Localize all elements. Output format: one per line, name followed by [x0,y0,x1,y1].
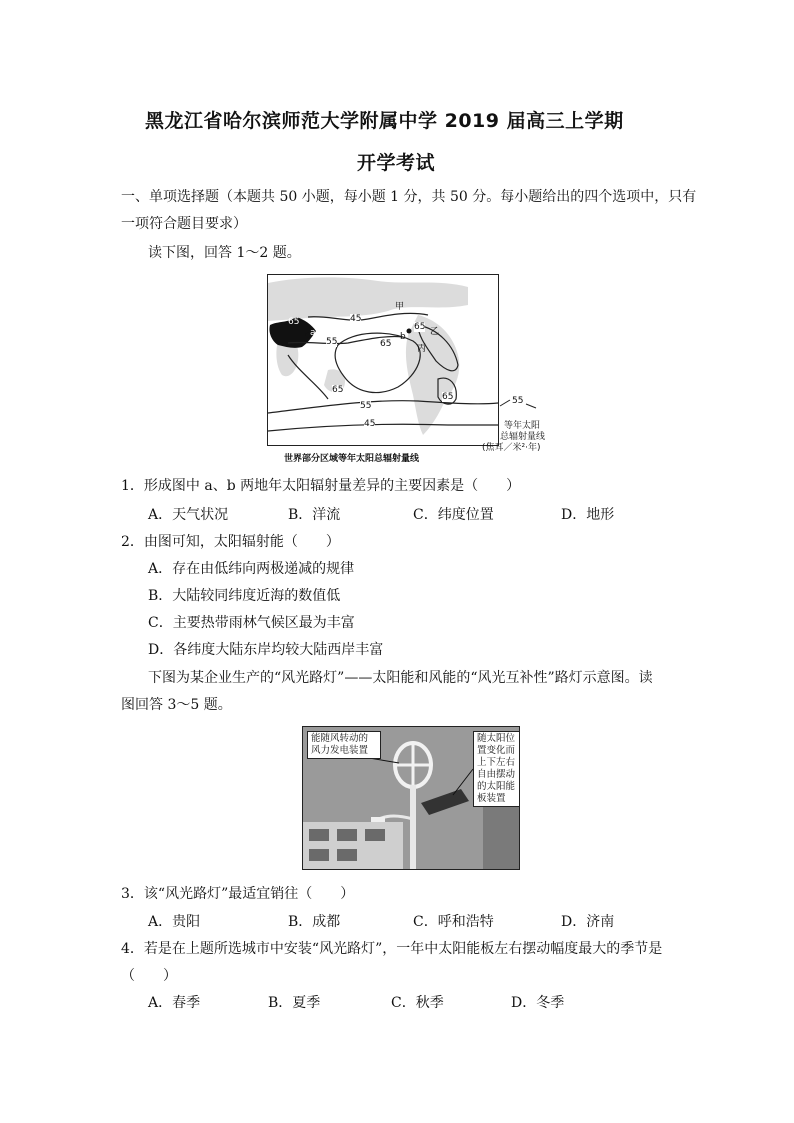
contour-label: 65 [288,317,300,327]
callout-wind-generator: 能随风转动的风力发电装置 [307,731,381,759]
contour-label: 45 [350,314,362,324]
question-1-option-a: A．天气状况 [148,507,229,523]
place-label-jia: 甲 [395,302,405,312]
question-2-option-c: C．主要热带雨林气候区最为丰富 [148,615,355,631]
question-1-stem: 1．形成图中 a、b 两地年太阳辐射量差异的主要因素是（ ） [121,478,521,494]
callout-solar-panel: 随太阳位置变化而上下左右自由摆动的太阳能板装置 [473,731,520,807]
legend-line2: 总辐射量线 [500,432,546,442]
contour-label: 55 [360,401,372,411]
question-1-option-d: D．地形 [561,507,615,523]
section-heading-cont: 一项符合题目要求） [121,216,247,232]
question-3-option-b: B．成都 [288,914,341,930]
intro-text-2: 下图为某企业生产的“风光路灯”——太阳能和风能的“风光互补性”路灯示意图。读 [148,670,653,686]
contour-label: 65 [380,339,392,349]
intro-text: 读下图，回答 1～2 题。 [148,245,301,261]
page-subtitle: 开学考试 [357,152,436,174]
contour-label: 65 [414,322,426,332]
place-label-a: a [310,328,316,338]
legend-value: 55 [512,396,524,406]
contour-label: 65 [332,385,344,395]
page-title: 黑龙江省哈尔滨师范大学附属中学 2019 届高三上学期 [145,110,624,132]
contour-label: 65 [442,392,454,402]
question-1-option-c: C．纬度位置 [413,507,494,523]
intro-text-2-cont: 图回答 3～5 题。 [121,697,232,713]
legend-unit: (焦耳／米²·年) [482,443,541,453]
map-caption: 世界部分区域等年太阳总辐射量线 [284,454,420,464]
place-label-yi: 乙 [430,327,440,337]
question-2-option-b: B．大陆较同纬度近海的数值低 [148,588,341,604]
street-lamp-photo [302,726,520,870]
map-svg [268,275,498,445]
question-4-option-a: A．春季 [148,995,201,1011]
question-2-option-a: A．存在由低纬向两极递减的规律 [148,561,355,577]
question-1-option-b: B．洋流 [288,507,341,523]
solar-radiation-map [267,274,499,446]
question-4-option-d: D．冬季 [511,995,565,1011]
question-2-stem: 2．由图可知，太阳辐射能（ ） [121,534,340,550]
question-3-stem: 3．该“风光路灯”最适宜销往（ ） [121,886,355,902]
contour-label: 45 [364,419,376,429]
section-heading: 一、单项选择题（本题共 50 小题，每小题 1 分，共 50 分。每小题给出的四个选项中，只有 [121,189,697,205]
legend-line1: 等年太阳 [504,421,541,431]
place-label-bing: 丙 [417,344,427,354]
question-4-option-c: C．秋季 [391,995,444,1011]
legend-line-icon [498,398,538,410]
question-3-option-c: C．呼和浩特 [413,914,494,930]
question-3-option-d: D．济南 [561,914,615,930]
question-4-stem-cont: （ ） [121,968,177,984]
question-4-stem: 4．若是在上题所选城市中安装“风光路灯”，一年中太阳能板左右摆动幅度最大的季节是 [121,941,663,957]
question-2-option-d: D．各纬度大陆东岸均较大陆西岸丰富 [148,642,384,658]
place-label-b: b [400,332,406,342]
contour-label: 55 [326,337,338,347]
question-3-option-a: A．贵阳 [148,914,201,930]
question-4-option-b: B．夏季 [268,995,321,1011]
